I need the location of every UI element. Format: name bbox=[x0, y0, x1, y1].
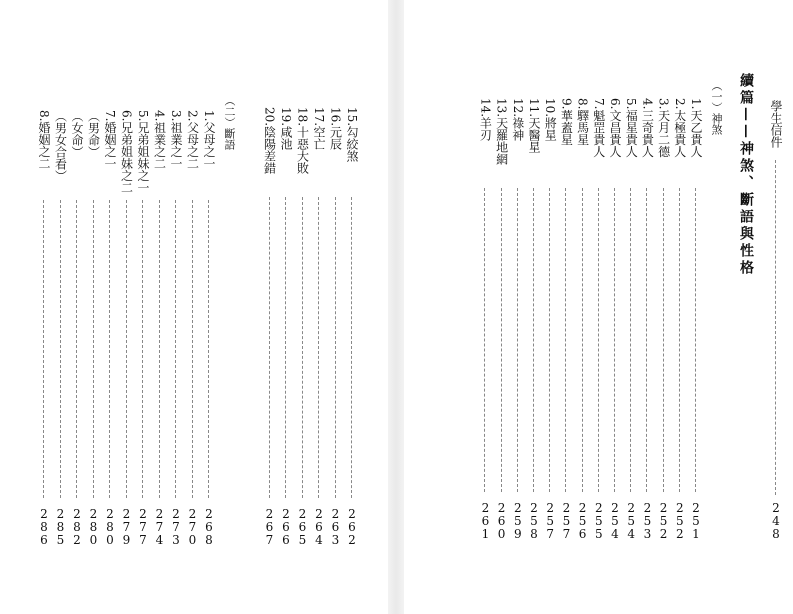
entry-label: 13.天羅地網 bbox=[494, 98, 509, 166]
dot-leader bbox=[549, 188, 550, 492]
entry-page: 257 bbox=[546, 501, 554, 541]
entry-label: 9.華蓋星 bbox=[559, 98, 574, 146]
toc-entry bbox=[624, 0, 638, 614]
toc-entry bbox=[120, 0, 134, 614]
entry-page: 282 bbox=[73, 507, 81, 547]
entry-label: 19.咸池 bbox=[279, 107, 293, 151]
dot-leader bbox=[582, 188, 583, 492]
toc-entry bbox=[689, 0, 703, 614]
entry-label: 2.父母之二 bbox=[185, 110, 200, 170]
toc-entry bbox=[345, 0, 359, 614]
entry-page: 259 bbox=[513, 501, 522, 541]
entry-label: （男命） bbox=[86, 110, 101, 158]
entry-page: 252 bbox=[675, 501, 684, 541]
entry-label: 20.陰陽差錯 bbox=[262, 107, 277, 175]
dot-leader bbox=[775, 160, 776, 495]
dot-leader bbox=[598, 188, 599, 492]
toc-entry bbox=[186, 0, 200, 614]
entry-label: 7.魁罡貴人 bbox=[591, 98, 606, 158]
entry-page: 280 bbox=[106, 507, 114, 547]
toc-entry bbox=[279, 0, 293, 614]
book-gutter bbox=[388, 0, 404, 614]
entry-page: 273 bbox=[172, 507, 180, 547]
toc-entry bbox=[478, 0, 492, 614]
dot-leader bbox=[565, 188, 566, 492]
entry-label: 16.元辰 bbox=[328, 107, 343, 151]
entry-label: 6.文昌貴人 bbox=[608, 98, 622, 158]
entry-label: 2.太極貴人 bbox=[672, 98, 687, 158]
section-heading: （二）斷語 bbox=[223, 95, 236, 150]
entry-page: 255 bbox=[594, 501, 603, 541]
dot-leader bbox=[517, 188, 518, 492]
chapter-title bbox=[739, 0, 753, 614]
toc-entry bbox=[70, 0, 84, 614]
toc-entry bbox=[657, 0, 671, 614]
dot-leader bbox=[679, 188, 680, 492]
entry-page: 258 bbox=[530, 501, 538, 541]
toc-entry bbox=[202, 0, 216, 614]
entry-page: 267 bbox=[265, 507, 274, 547]
toc-entry bbox=[543, 0, 557, 614]
entry-page: 286 bbox=[40, 507, 48, 547]
toc-entry bbox=[527, 0, 541, 614]
entry-label: 18.十惡大敗 bbox=[295, 107, 310, 175]
dot-leader bbox=[43, 200, 44, 498]
entry-page: 254 bbox=[611, 501, 619, 541]
toc-entry bbox=[136, 0, 150, 614]
dot-leader bbox=[614, 188, 615, 492]
dot-leader bbox=[630, 188, 631, 492]
toc-entry bbox=[592, 0, 606, 614]
toc-entry bbox=[169, 0, 183, 614]
entry-label: 17.空亡 bbox=[312, 107, 326, 151]
entry-label: 7.婚姻之一 bbox=[103, 110, 117, 170]
section-title-1 bbox=[709, 0, 723, 614]
entry-label: 10.將星 bbox=[543, 98, 558, 142]
entry-page: 248 bbox=[772, 501, 780, 541]
dot-leader bbox=[351, 197, 352, 498]
entry-label: （女命） bbox=[70, 110, 84, 158]
dot-leader bbox=[285, 197, 286, 498]
toc-entry bbox=[103, 0, 117, 614]
entry-page: 285 bbox=[56, 507, 65, 547]
dot-leader bbox=[76, 200, 77, 498]
entry-label: 3.天月二德 bbox=[656, 98, 671, 158]
dot-leader bbox=[192, 200, 193, 498]
entry-label: 3.祖業之一 bbox=[169, 110, 183, 170]
entry-label: 14.羊刃 bbox=[478, 98, 493, 142]
entry-page: 257 bbox=[562, 501, 571, 541]
entry-label: 8.驛馬星 bbox=[575, 98, 590, 146]
dot-leader bbox=[318, 197, 319, 498]
dot-leader bbox=[175, 200, 176, 498]
entry-label: 5.兄弟姐妹之一 bbox=[136, 110, 150, 194]
toc-entry bbox=[153, 0, 167, 614]
dot-leader bbox=[93, 200, 94, 498]
entry-page: 266 bbox=[282, 507, 290, 547]
dot-leader bbox=[663, 188, 664, 492]
toc-entry bbox=[329, 0, 343, 614]
toc-entry bbox=[54, 0, 68, 614]
entry-label: 8.婚姻之二 bbox=[37, 110, 51, 170]
section-heading: （一）神煞 bbox=[710, 80, 723, 135]
entry-page: 280 bbox=[89, 507, 98, 547]
dot-leader bbox=[533, 188, 534, 492]
dot-leader bbox=[484, 188, 485, 492]
entry-page: 254 bbox=[627, 501, 635, 541]
dot-leader bbox=[208, 200, 209, 498]
section-title-2 bbox=[222, 0, 236, 614]
toc-entry bbox=[511, 0, 525, 614]
dot-leader bbox=[159, 200, 160, 498]
toc-entry bbox=[312, 0, 326, 614]
entry-page: 268 bbox=[205, 507, 213, 547]
toc-entry bbox=[37, 0, 51, 614]
toc-entry bbox=[608, 0, 622, 614]
entry-label: （男女合看） bbox=[53, 110, 68, 182]
dot-leader bbox=[109, 200, 110, 498]
entry-page: 261 bbox=[481, 501, 490, 541]
dot-leader bbox=[501, 188, 502, 492]
entry-page: 265 bbox=[298, 507, 307, 547]
entry-label: 12.祿神 bbox=[510, 98, 525, 142]
toc-entry bbox=[263, 0, 277, 614]
entry-label: 6.兄弟姐妹之二 bbox=[119, 110, 134, 194]
toc-entry bbox=[559, 0, 573, 614]
entry-page: 264 bbox=[315, 507, 323, 547]
entry-page: 263 bbox=[331, 507, 340, 547]
toc-entry bbox=[87, 0, 101, 614]
dot-leader bbox=[302, 197, 303, 498]
entry-page: 274 bbox=[155, 507, 164, 547]
dot-leader bbox=[126, 200, 127, 498]
entry-page: 252 bbox=[659, 501, 668, 541]
entry-label: 學生信件 bbox=[769, 100, 783, 148]
entry-page: 256 bbox=[578, 501, 587, 541]
dot-leader bbox=[142, 200, 143, 498]
entry-page: 260 bbox=[497, 501, 506, 541]
toc-entry bbox=[576, 0, 590, 614]
toc-entry bbox=[640, 0, 654, 614]
entry-page: 279 bbox=[122, 507, 131, 547]
entry-label: 11.天醫星 bbox=[527, 98, 541, 154]
entry-page: 251 bbox=[692, 501, 700, 541]
entry-label: 15.勾絞煞 bbox=[345, 107, 359, 163]
dot-leader bbox=[60, 200, 61, 498]
toc-entry-letters bbox=[769, 0, 783, 614]
left-page bbox=[0, 0, 388, 614]
dot-leader bbox=[695, 188, 696, 492]
entry-page: 270 bbox=[188, 507, 197, 547]
right-page bbox=[404, 0, 793, 614]
entry-page: 277 bbox=[139, 507, 147, 547]
toc-entry bbox=[673, 0, 687, 614]
chapter-heading: 續篇——神煞、斷語與性格 bbox=[738, 73, 754, 277]
dot-leader bbox=[646, 188, 647, 492]
dot-leader bbox=[269, 197, 270, 498]
entry-label: 4.祖業之二 bbox=[152, 110, 167, 170]
entry-label: 1.父母之一 bbox=[202, 110, 216, 170]
entry-label: 5.福星貴人 bbox=[624, 98, 639, 158]
dot-leader bbox=[335, 197, 336, 498]
toc-entry bbox=[296, 0, 310, 614]
entry-label: 4.三奇貴人 bbox=[640, 98, 655, 158]
entry-page: 253 bbox=[643, 501, 652, 541]
toc-entry bbox=[495, 0, 509, 614]
entry-label: 1.天乙貴人 bbox=[689, 98, 703, 158]
entry-page: 262 bbox=[348, 507, 356, 547]
